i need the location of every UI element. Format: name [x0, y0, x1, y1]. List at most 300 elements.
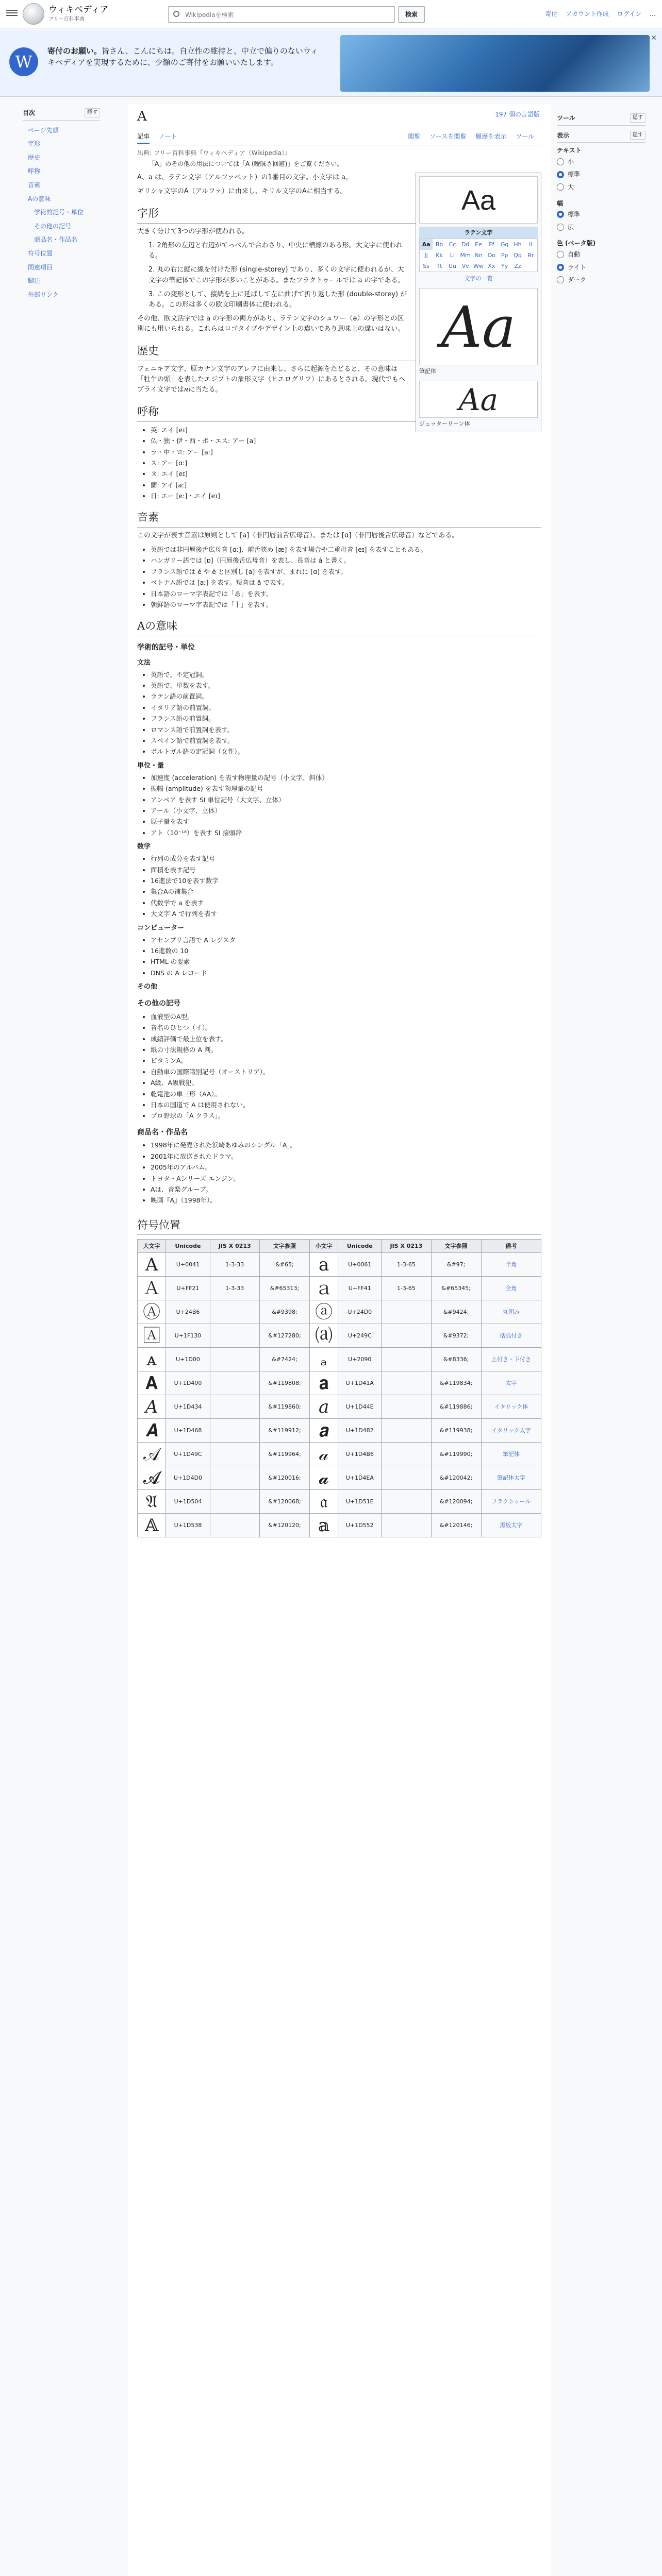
sonota-item: • プロ野球の「A クラス」。: [151, 1111, 541, 1121]
main-menu-icon[interactable]: [6, 8, 18, 18]
radio-label: ライト: [568, 263, 586, 271]
table-cell: &#65345;: [431, 1277, 481, 1300]
table-row: [138, 1324, 541, 1348]
col-header: 備考: [481, 1240, 541, 1253]
page-title: A: [137, 109, 147, 124]
toc-item-kyakuchu[interactable]: 脚注: [28, 277, 41, 285]
create-account-link[interactable]: アカウント作成: [566, 10, 609, 18]
sonota-item: • 乾電池の単三形（AA）。: [151, 1089, 541, 1099]
subsection-sonota2: その他の記号: [137, 999, 180, 1008]
grid-letter[interactable]: Aa: [420, 239, 433, 250]
tab-read[interactable]: 閲覧: [408, 133, 421, 141]
table-row: [138, 1419, 541, 1443]
table-cell: &#97;: [431, 1253, 481, 1277]
wikipedia-logo-icon[interactable]: [23, 3, 44, 25]
tani-item: • 振幅 (amplitude) を表す物理量の記号: [151, 784, 541, 793]
bunpo-item: • フランス語の前置詞。: [151, 714, 541, 723]
grid-letter[interactable]: Yy: [501, 263, 508, 270]
computer-item: • DNS の A レコード: [151, 968, 541, 978]
table-cell: [382, 1419, 431, 1443]
table-cell: 黒板太字: [481, 1514, 541, 1537]
grid-letter[interactable]: Uu: [448, 263, 456, 270]
kosho-item: • 日: エー [eː]・エイ [eɪ]: [151, 491, 541, 501]
from-line: 出典: フリー百科事典『ウィキペディア（Wikipedia）』: [137, 149, 291, 157]
jikei-item: 1. 2角形の左辺と右辺がてっぺんで合わさり、中央に横線のある形。大文字に使われる。: [148, 242, 403, 260]
col-header: Unicode: [338, 1240, 382, 1253]
text-size-label: テキスト: [557, 147, 582, 155]
grid-letter[interactable]: Nn: [474, 252, 483, 259]
radio-selected-icon: [557, 171, 564, 178]
table-cell: &#119938;: [431, 1419, 481, 1443]
toc: [23, 124, 100, 302]
glyph-cell: ⓐ: [310, 1300, 338, 1324]
glyph-cell: 𝔸: [138, 1514, 166, 1537]
table-cell: U+1D482: [338, 1419, 382, 1443]
wordmark[interactable]: ウィキペディア: [48, 5, 109, 15]
table-cell: U+249C: [338, 1324, 382, 1348]
computer-item: • アセンブリ言語で A レジスタ: [151, 935, 541, 945]
infobox-glyph: Aa: [419, 176, 538, 224]
glyph-cell: ａ: [310, 1277, 338, 1300]
jikei-item: 3. この変形として、接続を上に延ばして左に曲げて折り返した形 (double-storey) がある。この形は多くの欧文印刷書体に使われる。: [148, 290, 407, 309]
section-imi: Aの意味: [137, 618, 541, 636]
shohin-item: • 1998年に発売された浜崎あゆみのシングル「A」。: [151, 1140, 541, 1150]
toc-item-imi[interactable]: Aの意味: [28, 195, 51, 202]
tagline: フリー百科事典: [48, 16, 85, 22]
table-cell: [210, 1300, 259, 1324]
table-cell: U+0061: [338, 1253, 382, 1277]
subsection-gakujutsu: 学術的記号・単位: [137, 643, 195, 652]
grid-letter[interactable]: Cc: [449, 241, 456, 248]
toc-title: [23, 108, 100, 121]
radio-selected-icon: [557, 264, 564, 271]
jikei-intro: 大きく分けて3つの字形が使われる。: [137, 228, 249, 236]
sutterlin-image[interactable]: Aa: [419, 381, 538, 418]
radio-label: 標準: [568, 171, 581, 178]
table-cell: &#7424;: [259, 1348, 309, 1371]
glyph-cell: 𝐀: [138, 1371, 166, 1395]
subsection-tani: 単位・量: [137, 761, 164, 770]
color-auto[interactable]: [557, 248, 646, 261]
kosho-item: • ス: アー [ɑː]: [151, 458, 541, 468]
width-wide[interactable]: [557, 221, 646, 234]
tools-title: [557, 113, 646, 126]
toc-title-label: 目次: [23, 109, 36, 116]
grid-letter[interactable]: Ss: [423, 263, 430, 270]
radio-icon: [557, 224, 564, 231]
language-button[interactable]: 197 個の言語版: [495, 111, 540, 118]
table-cell: 半角: [481, 1253, 541, 1277]
radio-label: 大: [568, 183, 574, 191]
table-cell: U+1D538: [166, 1514, 210, 1537]
width-label: 幅: [557, 199, 564, 207]
section-rekishi: 歴史: [137, 343, 541, 361]
grid-letter[interactable]: Ii: [529, 241, 533, 248]
table-cell: [382, 1324, 431, 1348]
bunpo-item: • ポルトガル語の定冠詞（女性）。: [151, 747, 541, 756]
subsection-bunpo: 文法: [137, 658, 151, 667]
table-cell: U+1D400: [166, 1371, 210, 1395]
glyph-cell: 𝐴: [138, 1395, 166, 1419]
table-cell: 全角: [481, 1277, 541, 1300]
kosho-item: • ラ・中・ロ: アー [aː]: [151, 447, 541, 457]
toc-item-onso[interactable]: 音素: [28, 181, 41, 189]
grid-letter[interactable]: Kk: [436, 252, 443, 259]
table-cell: U+1D504: [166, 1490, 210, 1514]
grid-letter[interactable]: Zz: [514, 263, 521, 270]
lead-paragraph-1: A、a は、ラテン文字（アルファベット）の1番目の文字。小文字は a。: [137, 174, 352, 182]
jikei-item: 2. 丸の右に縦に線を付けた形 (single-storey) であり、多くの文字に使われるが、大文字の筆記体でこの字形が多いことがある。またフラクトゥールでは a の字である。: [148, 266, 405, 284]
table-cell: [210, 1324, 259, 1348]
table-cell: &#120016;: [259, 1466, 309, 1490]
color-label: 色 (ベータ版): [557, 240, 596, 247]
radio-icon: [557, 183, 564, 191]
toc-item-fugo[interactable]: 符号位置: [28, 249, 53, 257]
col-header: 文字参照: [259, 1240, 309, 1253]
table-cell: 太字: [481, 1371, 541, 1395]
search-icon: [173, 11, 179, 17]
shohin-item: • 映画『A』（1998年）。: [151, 1195, 541, 1205]
tani-item: • 加速度 (acceleration) を表す物理量の記号（小文字、斜体）: [151, 773, 541, 783]
kosho-item: • 英: エイ [eɪ]: [151, 425, 541, 435]
glyph-cell: ᴀ: [138, 1348, 166, 1371]
table-cell: 1-3-65: [382, 1253, 431, 1277]
table-cell: [210, 1371, 259, 1395]
table-row: [138, 1395, 541, 1419]
table-cell: [210, 1514, 259, 1537]
glyph-cell: A: [138, 1253, 166, 1277]
letters-list-link[interactable]: 文字の一覧: [464, 275, 493, 282]
table-cell: 1-3-33: [210, 1277, 259, 1300]
bunpo-item: • イタリア語の前置詞。: [151, 703, 541, 713]
table-cell: [210, 1348, 259, 1371]
glyph-cell: 𝒶: [310, 1443, 338, 1466]
alphabet-grid: [419, 239, 538, 272]
table-cell: U+1D00: [166, 1348, 210, 1371]
radio-label: 小: [568, 158, 574, 165]
toc-subitem-sonota[interactable]: その他の記号: [34, 222, 72, 230]
sonota-item: • A級、A級戦犯。: [151, 1078, 541, 1088]
table-cell: U+FF21: [166, 1277, 210, 1300]
table-cell: &#119912;: [259, 1419, 309, 1443]
kosho-item: • ヌ: エイ [eɪ]: [151, 469, 541, 479]
more-menu-icon[interactable]: …: [650, 10, 656, 18]
table-cell: &#65;: [259, 1253, 309, 1277]
table-row: [138, 1443, 541, 1466]
color-light[interactable]: [557, 261, 646, 274]
section-fugo: 符号位置: [137, 1217, 541, 1235]
grid-letter[interactable]: Ff: [489, 241, 494, 248]
table-cell: U+0041: [166, 1253, 210, 1277]
table-cell: [382, 1466, 431, 1490]
table-cell: 括弧付き: [481, 1324, 541, 1348]
tools-hide-button[interactable]: 隠す: [630, 113, 646, 123]
table-cell: &#119808;: [259, 1371, 309, 1395]
col-header: 小文字: [310, 1240, 338, 1253]
table-cell: [210, 1395, 259, 1419]
codepoint-table-body: [138, 1253, 541, 1537]
table-cell: U+1D4D0: [166, 1466, 210, 1490]
sugaku-item: • 16進法で10を表す数字: [151, 876, 541, 886]
donate-link[interactable]: 寄付: [545, 10, 558, 18]
sonota-item: • 血液型のA型。: [151, 1012, 541, 1022]
cursive-caption: 筆記体: [419, 368, 436, 375]
grid-letter[interactable]: Pp: [501, 252, 508, 259]
sonota-item: • 音名のひとつ（イ）。: [151, 1023, 541, 1032]
glyph-cell: ⒜: [310, 1324, 338, 1348]
lead-paragraph-2: ギリシャ文字のΑ（アルファ）に由来し、キリル文字のАに相当する。: [137, 188, 347, 196]
shohin-item: • 2001年に放送されたドラマ。: [151, 1151, 541, 1161]
sugaku-item: • 行列の成分を表す記号: [151, 854, 541, 863]
article: [128, 104, 551, 2576]
table-row: [138, 1277, 541, 1300]
tani-list: [151, 773, 541, 838]
toc-item-kosho[interactable]: 呼称: [28, 167, 41, 175]
page-tabs: [137, 128, 541, 145]
grid-letter[interactable]: Mm: [460, 252, 471, 259]
bunpo-item: • 英語で、単数を表す。: [151, 681, 541, 690]
toc-hide-button[interactable]: 隠す: [85, 108, 100, 117]
sutterlin-caption[interactable]: ジュッターリーン体: [419, 420, 470, 428]
table-cell: [382, 1371, 431, 1395]
table-cell: &#119834;: [431, 1371, 481, 1395]
text-size-small[interactable]: [557, 156, 646, 168]
tani-item: • アンペア を表す SI 単位記号（大文字、立体）: [151, 795, 541, 805]
table-cell: [382, 1490, 431, 1514]
grid-letter[interactable]: Dd: [461, 241, 470, 248]
toc-subitem-gakujutsu[interactable]: 学術的記号・単位: [34, 209, 84, 216]
table-cell: 1-3-33: [210, 1253, 259, 1277]
table-row: [138, 1514, 541, 1537]
bunpo-item: • スペイン語で前置詞を表す。: [151, 736, 541, 745]
login-link[interactable]: ログイン: [617, 10, 642, 18]
display-title-label: 表示: [557, 131, 570, 139]
search-placeholder: Wikipediaを検索: [185, 11, 234, 19]
table-cell: [382, 1348, 431, 1371]
hatnote: 「A」のその他の用法については「A (曖昧さ回避)」をご覧ください。: [148, 160, 343, 167]
grid-letter[interactable]: Rr: [527, 252, 534, 259]
glyph-cell: 𝓐: [138, 1466, 166, 1490]
glyph-cell: 𝒜: [138, 1443, 166, 1466]
toc-item-jikei[interactable]: 字形: [28, 140, 41, 148]
col-header: Unicode: [166, 1240, 210, 1253]
wikipedia-w-icon: W: [9, 47, 38, 76]
shohin-item: • Aは、音楽グループ。: [151, 1184, 541, 1194]
grid-letter[interactable]: Tt: [436, 263, 442, 270]
radio-icon: [557, 276, 564, 283]
glyph-cell: 𝕒: [310, 1514, 338, 1537]
table-row: [138, 1371, 541, 1395]
col-header: JIS X 0213: [382, 1240, 431, 1253]
shohin-item: • 2005年のアルバム。: [151, 1162, 541, 1172]
table-cell: &#65313;: [259, 1277, 309, 1300]
bunpo-item: • 英語で、不定冠詞。: [151, 670, 541, 680]
color-dark[interactable]: [557, 274, 646, 286]
table-cell: &#119860;: [259, 1395, 309, 1419]
onso-item: • ベトナム語では [aː] を表す。短音は ă で表す。: [151, 578, 541, 587]
table-cell: イタリック太字: [481, 1419, 541, 1443]
col-header: 文字参照: [431, 1240, 481, 1253]
grid-letter[interactable]: Ll: [450, 252, 455, 259]
glyph-cell: 𝔄: [138, 1490, 166, 1514]
tab-article[interactable]: 記事: [137, 133, 150, 144]
radio-label: ダーク: [568, 276, 587, 284]
sonota-list: [151, 1012, 541, 1121]
table-row: [138, 1348, 541, 1371]
onso-item: • フランス語では é や è と区別し [a] を表すが、まれに [ɑ] を表す。: [151, 567, 541, 577]
table-cell: U+FF41: [338, 1277, 382, 1300]
sugaku-item: • 大文字 A で行列を表す: [151, 909, 541, 919]
table-cell: U+2090: [338, 1348, 382, 1371]
glyph-cell: Ⓐ: [138, 1300, 166, 1324]
grid-letter[interactable]: Jj: [424, 252, 428, 259]
table-cell: [382, 1443, 431, 1466]
banner-image: [340, 35, 650, 92]
toc-subitem-shohin[interactable]: 商品名・作品名: [34, 236, 78, 244]
table-cell: &#120120;: [259, 1514, 309, 1537]
radio-label: 自動: [568, 250, 581, 258]
sonota-item: • 日本の国道で A は使用されない。: [151, 1100, 541, 1110]
table-cell: イタリック体: [481, 1395, 541, 1419]
glyph-cell: 𝓪: [310, 1466, 338, 1490]
onso-item: • 英語では非円唇後舌広母音 [ɑː]、前舌狭め [æ] を表す場合や二重母音 [eɪ] を表すこともある。: [151, 545, 541, 554]
table-cell: [382, 1300, 431, 1324]
sonota-item: • 自動車の国際識別記号（オーストリア）。: [151, 1067, 541, 1077]
search-button[interactable]: 検索: [398, 6, 425, 23]
table-cell: U+1D552: [338, 1514, 382, 1537]
sonota-item: • 紙の寸法規格の A 判。: [151, 1045, 541, 1055]
onso-item: • ハンガリー語では [ɒ]（円唇後舌広母音）を表し、長音は á と書く。: [151, 555, 541, 565]
grid-letter[interactable]: Hh: [514, 241, 522, 248]
fundraising-banner: [0, 30, 662, 97]
table-cell: U+1D44E: [338, 1395, 382, 1419]
rekishi-paragraph: フェニキア文字、原カナン文字のアレフに由来し、さらに起源をたどると、その意味は「牡牛の頭」を表したエジプトの象形文字（ヒエログリフ）にあるとされる。現代でもヘブライ文字ではאに当たる。: [137, 365, 406, 394]
subsection-computer: コンピューター: [137, 924, 185, 932]
display-title: [557, 131, 646, 143]
table-cell: 1-3-65: [382, 1277, 431, 1300]
glyph-cell: 𝔞: [310, 1490, 338, 1514]
table-header-row: [138, 1240, 541, 1253]
table-cell: &#8336;: [431, 1348, 481, 1371]
tab-history[interactable]: 履歴を表示: [475, 133, 507, 141]
glyph-cell: 𝐚: [310, 1371, 338, 1395]
table-cell: &#120042;: [431, 1466, 481, 1490]
user-links: [539, 9, 656, 19]
infobox: [416, 173, 541, 432]
onso-list: [151, 545, 541, 609]
kosho-item: • 仏・独・伊・西・ポ・エス: アー [a]: [151, 436, 541, 446]
table-cell: U+1D434: [166, 1395, 210, 1419]
table-cell: U+1D4EA: [338, 1466, 382, 1490]
text-size-large[interactable]: [557, 181, 646, 194]
banner-text-pre: 寄付のお願い。: [47, 46, 102, 56]
toc-item-kanren[interactable]: 関連項目: [28, 263, 53, 271]
table-row: [138, 1466, 541, 1490]
col-header: JIS X 0213: [210, 1240, 259, 1253]
table-cell: 筆記体: [481, 1443, 541, 1466]
table-cell: &#119990;: [431, 1443, 481, 1466]
display-hide-button[interactable]: 隠す: [630, 131, 646, 140]
computer-item: • 16進数の 10: [151, 946, 541, 956]
table-cell: U+1D49C: [166, 1443, 210, 1466]
tani-item: • アール（小文字、立体）: [151, 806, 541, 816]
table-cell: U+1D41A: [338, 1371, 382, 1395]
table-cell: &#9372;: [431, 1324, 481, 1348]
sugaku-item: • 代数学で a を表す: [151, 898, 541, 908]
subsection-sugaku: 数学: [137, 843, 151, 851]
table-cell: U+1D4B6: [338, 1443, 382, 1466]
grid-letter[interactable]: Xx: [488, 263, 495, 270]
banner-close-icon[interactable]: ✕: [651, 34, 657, 42]
table-row: [138, 1300, 541, 1324]
table-cell: &#127280;: [259, 1324, 309, 1348]
tab-view-source[interactable]: ソースを閲覧: [429, 133, 467, 141]
cursive-image[interactable]: Aa: [419, 288, 538, 365]
grid-letter[interactable]: Gg: [500, 241, 509, 248]
toc-item-rekishi[interactable]: 歴史: [28, 154, 41, 161]
tools-title-label: ツール: [557, 114, 575, 122]
toc-item-gaibu[interactable]: 外部リンク: [28, 291, 59, 298]
section-kosho: 呼称: [137, 403, 541, 422]
table-cell: U+1D51E: [338, 1490, 382, 1514]
table-row: [138, 1253, 541, 1277]
toc-item-top[interactable]: ページ先頭: [28, 126, 59, 134]
computer-list: [151, 935, 541, 978]
sugaku-item: • 集合Aの補集合: [151, 887, 541, 896]
glyph-cell: 𝑨: [138, 1419, 166, 1443]
grid-letter[interactable]: Ww: [473, 263, 484, 270]
computer-item: • HTML の要素: [151, 957, 541, 967]
tani-item: • アト（10⁻¹⁸）を表す SI 接頭辞: [151, 828, 541, 838]
bunpo-list: [151, 670, 541, 757]
shohin-list: [151, 1140, 541, 1205]
tab-tools[interactable]: ツール: [516, 133, 534, 141]
grid-letter[interactable]: Vv: [461, 263, 469, 270]
banner-text-body: 皆さん、こんにちは。自立性の維持と、中立で偏りのないウィキペディアを実現するために、少額のご寄付をお願いいたします。: [47, 46, 319, 67]
grid-letter[interactable]: Ee: [475, 241, 482, 248]
table-cell: &#120068;: [259, 1490, 309, 1514]
onso-item: • 日本語のローマ字表記では「あ」を表す。: [151, 589, 541, 599]
table-cell: &#9398;: [259, 1300, 309, 1324]
infobox-caption: ラテン文字: [419, 227, 538, 239]
grid-letter[interactable]: Bb: [435, 241, 443, 248]
search-input[interactable]: [168, 6, 395, 23]
glyph-cell: ₐ: [310, 1348, 338, 1371]
text-size-standard[interactable]: [557, 168, 646, 181]
width-standard[interactable]: [557, 208, 646, 221]
sugaku-item: • 面積を表す記号: [151, 865, 541, 875]
sonota-item: • 成績評価で最上位を表す。: [151, 1034, 541, 1044]
radio-label: 広: [568, 223, 574, 231]
grid-letter[interactable]: Qq: [514, 252, 522, 259]
section-onso: 音素: [137, 509, 541, 528]
bunpo-item: • ロマンス語で前置詞を表す。: [151, 725, 541, 735]
table-cell: [210, 1490, 259, 1514]
banner-text: [47, 45, 326, 68]
table-cell: 丸囲み: [481, 1300, 541, 1324]
grid-letter[interactable]: Oo: [487, 252, 496, 259]
table-cell: [210, 1443, 259, 1466]
table-cell: [210, 1419, 259, 1443]
tani-item: • 原子量を表す: [151, 817, 541, 826]
onso-item: • 朝鮮語のローマ字表記では「ㅏ」を表す。: [151, 600, 541, 609]
table-cell: U+24B6: [166, 1300, 210, 1324]
sugaku-list: [151, 854, 541, 919]
table-cell: U+1D468: [166, 1419, 210, 1443]
table-row: [138, 1490, 541, 1514]
tab-talk[interactable]: ノート: [158, 133, 177, 141]
radio-icon: [557, 158, 564, 165]
